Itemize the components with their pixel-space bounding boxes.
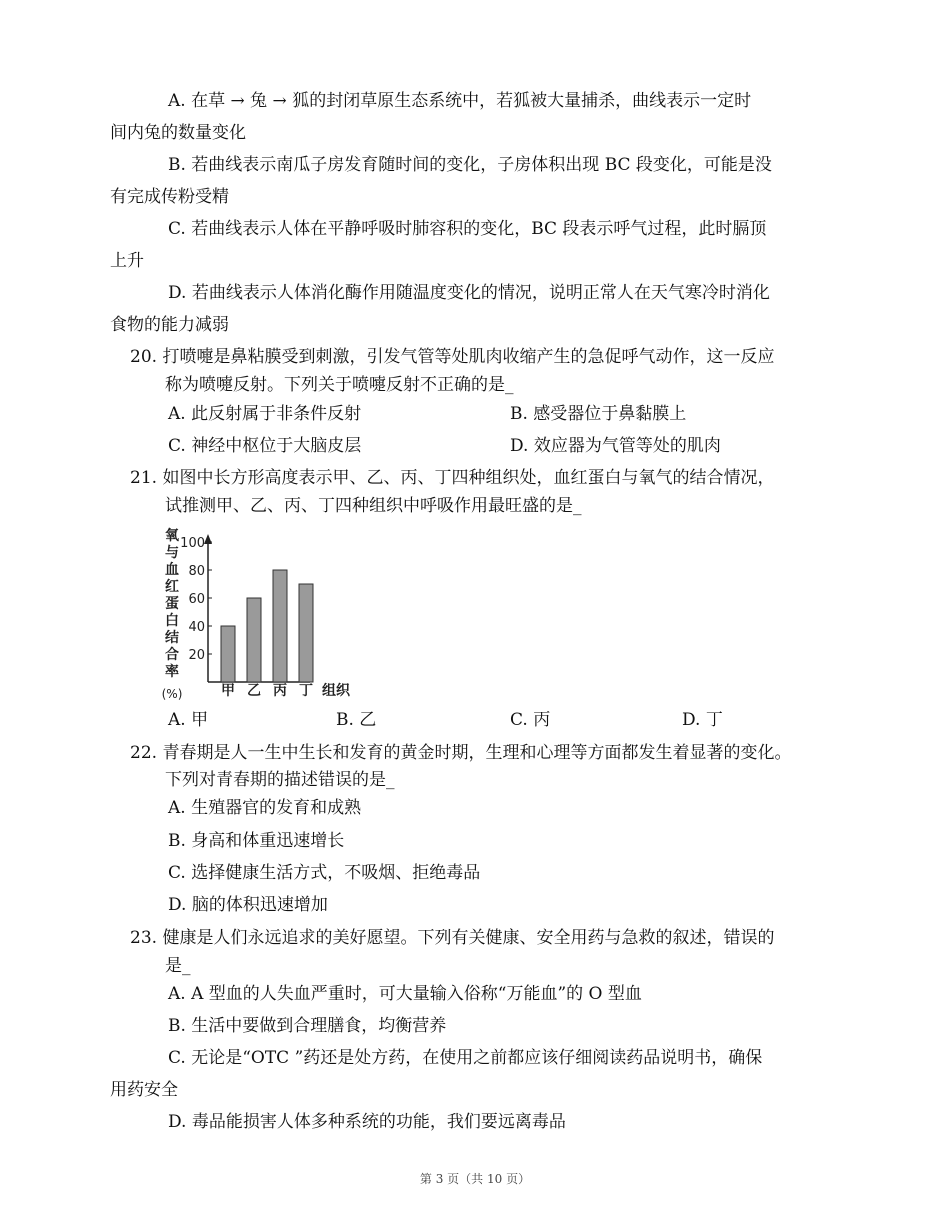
chart-ylabel-char: 氧	[165, 528, 179, 544]
q21-option-c: C. 丙	[510, 710, 551, 730]
q20-option-a: A. 此反射属于非条件反射	[168, 404, 362, 424]
q20-option-b: B. 感受器位于鼻黏膜上	[510, 404, 687, 424]
chart-bars	[221, 570, 313, 682]
q20-option-c: C. 神经中枢位于大脑皮层	[168, 436, 362, 456]
q19-option-a-line2: 间内兔的数量变化	[110, 123, 246, 143]
q22-option-b: B. 身高和体重迅速增长	[168, 831, 345, 851]
q23-stem-line2: 是_	[165, 956, 191, 976]
page-footer: 第 3 页（共 10 页）	[419, 1172, 531, 1186]
bar-chart	[150, 520, 365, 705]
chart-yticks	[180, 536, 212, 663]
chart-ytick-label: 40	[188, 620, 205, 635]
q19-option-c-line2: 上升	[110, 251, 144, 271]
chart-ytick-label: 60	[188, 592, 205, 607]
chart-ylabel-char: 合	[165, 647, 179, 663]
q19-option-b-line2: 有完成传粉受精	[110, 187, 229, 207]
q21-option-b: B. 乙	[336, 710, 377, 730]
q20-stem-line2: 称为喷嚏反射。下列关于喷嚏反射不正确的是_	[165, 375, 514, 395]
chart-ylabel	[165, 527, 180, 680]
chart-category-label: 丙	[273, 683, 287, 699]
chart-ylabel-char: 血	[165, 562, 179, 578]
chart-ylabel-char: 蛋	[165, 596, 179, 612]
chart-bar	[247, 598, 261, 682]
chart-ylabel-char: 率	[165, 664, 179, 680]
chart-ytick-label: 100	[180, 536, 205, 551]
q23-option-c-line1: C. 无论是“OTC ”药还是处方药，在使用之前都应该仔细阅读药品说明书，确保	[168, 1048, 763, 1068]
q21-stem-line1: 21. 如图中长方形高度表示甲、乙、丙、丁四种组织处，血红蛋白与氧气的结合情况，	[130, 468, 775, 488]
chart-categories	[221, 683, 313, 699]
q22-stem-line1: 22. 青春期是人一生中生长和发育的黄金时期，生理和心理等方面都发生着显著的变化。	[130, 743, 792, 763]
q23-option-c-line2: 用药安全	[110, 1080, 178, 1100]
chart-category-label: 甲	[221, 683, 235, 699]
chart-ylabel-char: 白	[165, 613, 179, 629]
q19-option-d-line2: 食物的能力减弱	[110, 315, 229, 335]
chart-bar	[221, 626, 235, 682]
chart-ytick-label: 20	[188, 648, 205, 663]
y-axis-arrow	[204, 534, 212, 544]
q20-option-d: D. 效应器为气管等处的肌肉	[510, 436, 721, 456]
q22-option-d: D. 脑的体积迅速增加	[168, 895, 328, 915]
chart-bar	[273, 570, 287, 682]
chart-bar	[299, 584, 313, 682]
chart-ylabel-char: 红	[165, 579, 179, 595]
q23-option-a: A. A 型血的人失血严重时，可大量输入俗称“万能血”的 O 型血	[168, 984, 642, 1004]
q19-option-d-line1: D. 若曲线表示人体消化酶作用随温度变化的情况，说明正常人在天气寒冷时消化	[168, 283, 770, 303]
q22-stem-line2: 下列对青春期的描述错误的是_	[165, 770, 395, 790]
q21-option-a: A. 甲	[168, 710, 209, 730]
chart-ylabel-char: 结	[165, 630, 179, 646]
q22-option-c: C. 选择健康生活方式，不吸烟、拒绝毒品	[168, 863, 481, 883]
chart-category-label: 丁	[299, 683, 313, 699]
q20-stem-line1: 20. 打喷嚏是鼻粘膜受到刺激，引发气管等处肌肉收缩产生的急促呼气动作，这一反应	[130, 347, 775, 367]
chart-ytick-label: 80	[188, 564, 205, 579]
q23-stem-line1: 23. 健康是人们永远追求的美好愿望。下列有关健康、安全用药与急救的叙述，错误的	[130, 928, 775, 948]
q22-option-a: A. 生殖器官的发育和成熟	[168, 798, 362, 818]
chart-xlabel: 组织	[322, 683, 350, 699]
chart-ylabel-unit: (%)	[161, 687, 183, 701]
q19-option-c-line1: C. 若曲线表示人体在平静呼吸时肺容积的变化，BC 段表示呼气过程，此时膈顶	[168, 219, 767, 239]
q19-option-b-line1: B. 若曲线表示南瓜子房发育随时间的变化，子房体积出现 BC 段变化，可能是没	[168, 155, 772, 175]
q23-option-d: D. 毒品能损害人体多种系统的功能，我们要远离毒品	[168, 1112, 566, 1132]
q21-option-d: D. 丁	[682, 710, 723, 730]
q23-option-b: B. 生活中要做到合理膳食，均衡营养	[168, 1016, 447, 1036]
q21-stem-line2: 试推测甲、乙、丙、丁四种组织中呼吸作用最旺盛的是_	[165, 496, 582, 516]
chart-ylabel-char: 与	[165, 545, 179, 561]
q19-option-a-line1: A. 在草 → 兔 → 狐的封闭草原生态系统中，若狐被大量捕杀，曲线表示一定时	[168, 91, 752, 111]
chart-category-label: 乙	[247, 683, 261, 699]
